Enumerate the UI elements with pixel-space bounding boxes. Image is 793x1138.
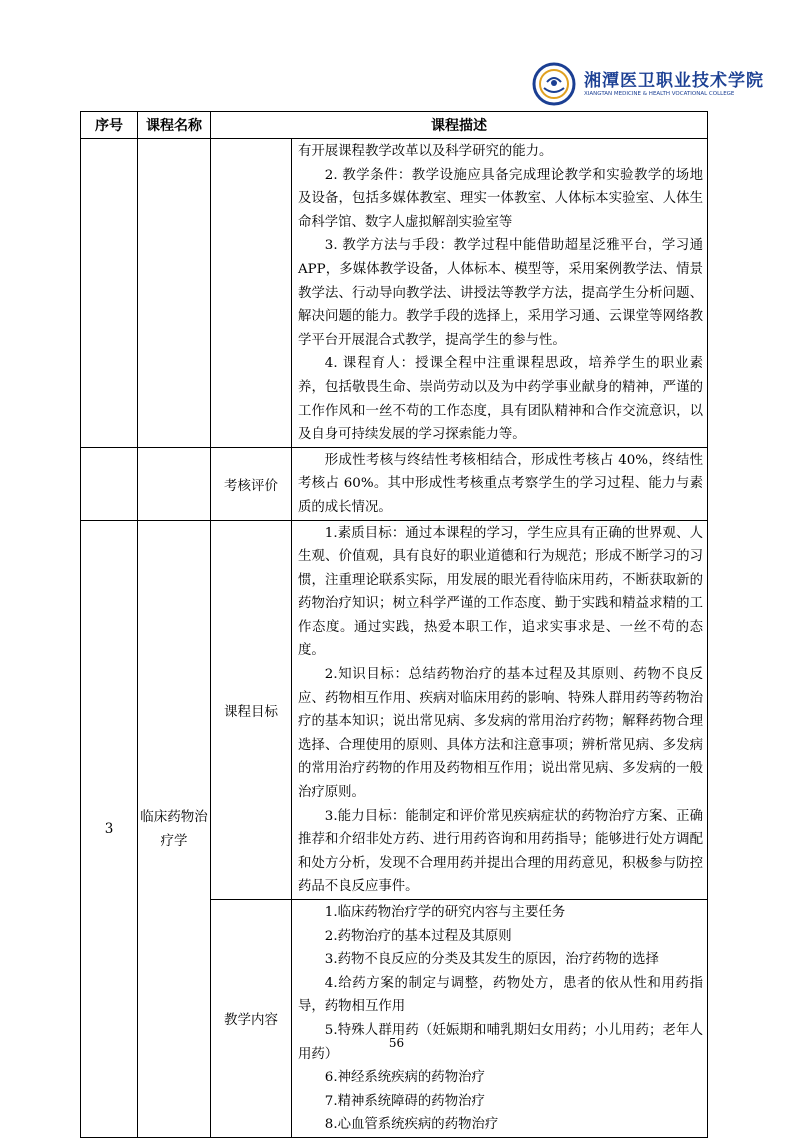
objective-item: 1.素质目标：通过本课程的学习，学生应具有正确的世界观、人生观、价值观，具有良好的职业道德和行为规范；形成不断学习的习惯，注重理论联系实际，用发展的眼光看待临床用药，不断获取新的药物治疗知识；树立科学严谨的工作态度、勤于实践和精益求精的工作态度。通过实践，热爱本职工作，追求实事求是、一丝不苟的态度。	[298, 525, 703, 659]
content-item: 3.药物不良反应的分类及其发生的原因，治疗药物的选择	[324, 952, 659, 968]
objective-item: 3.能力目标：能制定和评价常见疾病症状的药物治疗方案、正确推荐和介绍非处方药、进行用药咨询和用药指导；能够进行处方调配和处方分析，发现不合理用药并提出合理的用药意见，积极参与防控药品不良反应事件。	[298, 808, 703, 895]
table-header-row	[81, 112, 708, 139]
objectives-cell	[292, 520, 708, 900]
content-item: 6.神经系统疾病的药物治疗	[324, 1070, 485, 1086]
table-row	[81, 520, 708, 900]
objectives-label: 课程目标	[211, 520, 292, 900]
assessment-text: 形成性考核与终结性考核相结合，形成性考核占 40%，终结性考核占 60%。其中形成性考核重点考察学生的学习过程、能力与素质的成长情况。	[298, 452, 703, 515]
school-emblem-icon	[532, 62, 576, 106]
page-number: 56	[388, 1036, 405, 1050]
table-row	[81, 139, 708, 448]
content-item: 5.特殊人群用药（妊娠期和哺乳期妇女用药；小儿用药；老年人用药）	[298, 1022, 703, 1062]
school-name-cn: 湘潭医卫职业技术学院	[584, 71, 764, 91]
assessment-label: 考核评价	[211, 447, 292, 520]
number-cell	[81, 139, 138, 448]
description-cell	[292, 139, 708, 448]
paragraph: 4. 课程育人：授课全程中注重课程思政，培养学生的职业素养，包括敬畏生命、崇尚劳动以及为中药学事业献身的精神，严谨的工作作风和一丝不苟的工作态度，具有团队精神和合作交流意识，以及自身可持续发展的学习探索能力等。	[298, 356, 703, 443]
header-course-name: 课程名称	[138, 112, 211, 139]
content-item: 2.药物治疗的基本过程及其原则	[324, 928, 512, 944]
assessment-text-cell	[292, 447, 708, 520]
header-course-description: 课程描述	[211, 112, 708, 139]
objective-item: 2.知识目标：总结药物治疗的基本过程及其原则、药物不良反应、药物相互作用、疾病对临床用药的影响、特殊人群用药等药物治疗的基本知识；说出常见病、多发病的常用治疗药物；解释药物合理选择、合理使用的原则、具体方法和注意事项；辨析常见病、多发病的常用治疗药物的作用及药物相互作用；说出常见病、多发病的一般治疗原则。	[298, 667, 703, 801]
content-item: 7.精神系统障碍的药物治疗	[324, 1093, 485, 1109]
number-cell	[81, 447, 138, 520]
course-name-cell	[138, 447, 211, 520]
content-item: 8.心血管系统疾病的药物治疗	[324, 1117, 499, 1133]
table-row	[81, 447, 708, 520]
content-item: 1.临床药物治疗学的研究内容与主要任务	[324, 905, 566, 920]
school-logo	[532, 62, 764, 108]
course-table	[80, 111, 708, 1138]
course-number: 3	[81, 520, 138, 1137]
content-item: 4.给药方案的制定与调整，药物处方，患者的依从性和用药指导，药物相互作用	[298, 975, 703, 1015]
content-cell	[292, 900, 708, 1138]
header-number: 序号	[81, 112, 138, 139]
course-name: 临床药物治疗学	[138, 520, 211, 1137]
category-cell	[211, 139, 292, 448]
paragraph: 2. 教学条件：教学设施应具备完成理论教学和实验教学的场地及设备，包括多媒体教室、理实一体教室、人体标本实验室、人体生命科学馆、数字人虚拟解剖实验室等	[298, 167, 703, 230]
course-name-cell	[138, 139, 211, 448]
paragraph: 有开展课程教学改革以及科学研究的能力。	[298, 144, 553, 159]
school-name-en: XIANGTAN MEDICINE & HEALTH VOCATIONAL COLLEGE	[584, 91, 735, 97]
content-label: 教学内容	[211, 900, 292, 1138]
paragraph: 3. 教学方法与手段：教学过程中能借助超星泛雅平台，学习通APP，多媒体教学设备，人体标本、模型等，采用案例教学法、情景教学法、行动导向教学法、讲授法等教学方法，提高学生分析问题、解决问题的能力。教学手段的选择上，采用学习通、云课堂等网络教学平台开展混合式教学，提高学生的参与性。	[298, 238, 703, 348]
